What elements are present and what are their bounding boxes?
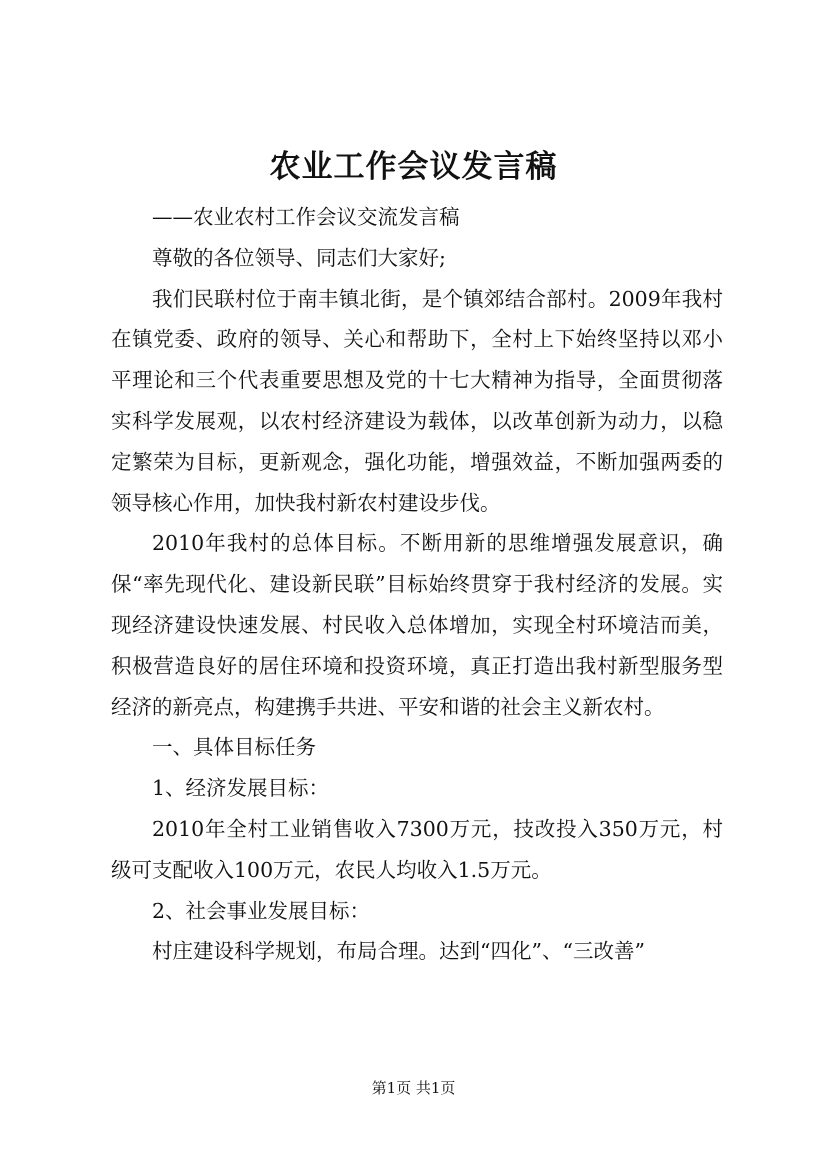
document-body <box>111 197 723 972</box>
section-heading: 一、具体目标任务 <box>152 735 316 760</box>
subtitle-paragraph: ——农业农村工作会议交流发言稿 <box>152 205 460 229</box>
greeting-paragraph: 尊敬的各位领导、同志们大家好; <box>152 245 446 270</box>
document-title: 农业工作会议发言稿 <box>269 149 558 185</box>
economy-paragraph: 2010年全村工业销售收入7300万元，技改投入350万元，村级可支配收入100万元，农民人均收入1.5万元。 <box>111 816 723 882</box>
page-footer: 第1页 共1页 <box>371 1079 456 1097</box>
subsection-heading-social: 2、社会事业发展目标： <box>152 898 371 923</box>
intro-paragraph: 我们民联村位于南丰镇北街，是个镇郊结合部村。2009年我村在镇党委、政府的领导、关心和帮助下，全村上下始终坚持以邓小平理论和三个代表重要思想及党的十七大精神为指导，全面贯彻落实科学发展观，以农村经济建设为载体，以改革创新为动力，以稳定繁荣为目标，更新观念，强化功能，增强效益，不断加强两委的领导核心作用，加快我村新农村建设步伐。 <box>111 286 723 515</box>
subsection-heading-economy: 1、经济发展目标： <box>152 776 330 801</box>
goal-paragraph: 2010年我村的总体目标。不断用新的思维增强发展意识，确保“率先现代化、建设新民联”目标始终贯穿于我村经济的发展。实现经济建设快速发展、村民收入总体增加，实现全村环境洁而美，积极营造良好的居住环境和投资环境，真正打造出我村新型服务型经济的新亮点，构建携手共进、平安和谐的社会主义新农村。 <box>111 531 723 719</box>
village-paragraph: 村庄建设科学规划，布局合理。达到“四化”、“三改善” <box>152 939 645 964</box>
